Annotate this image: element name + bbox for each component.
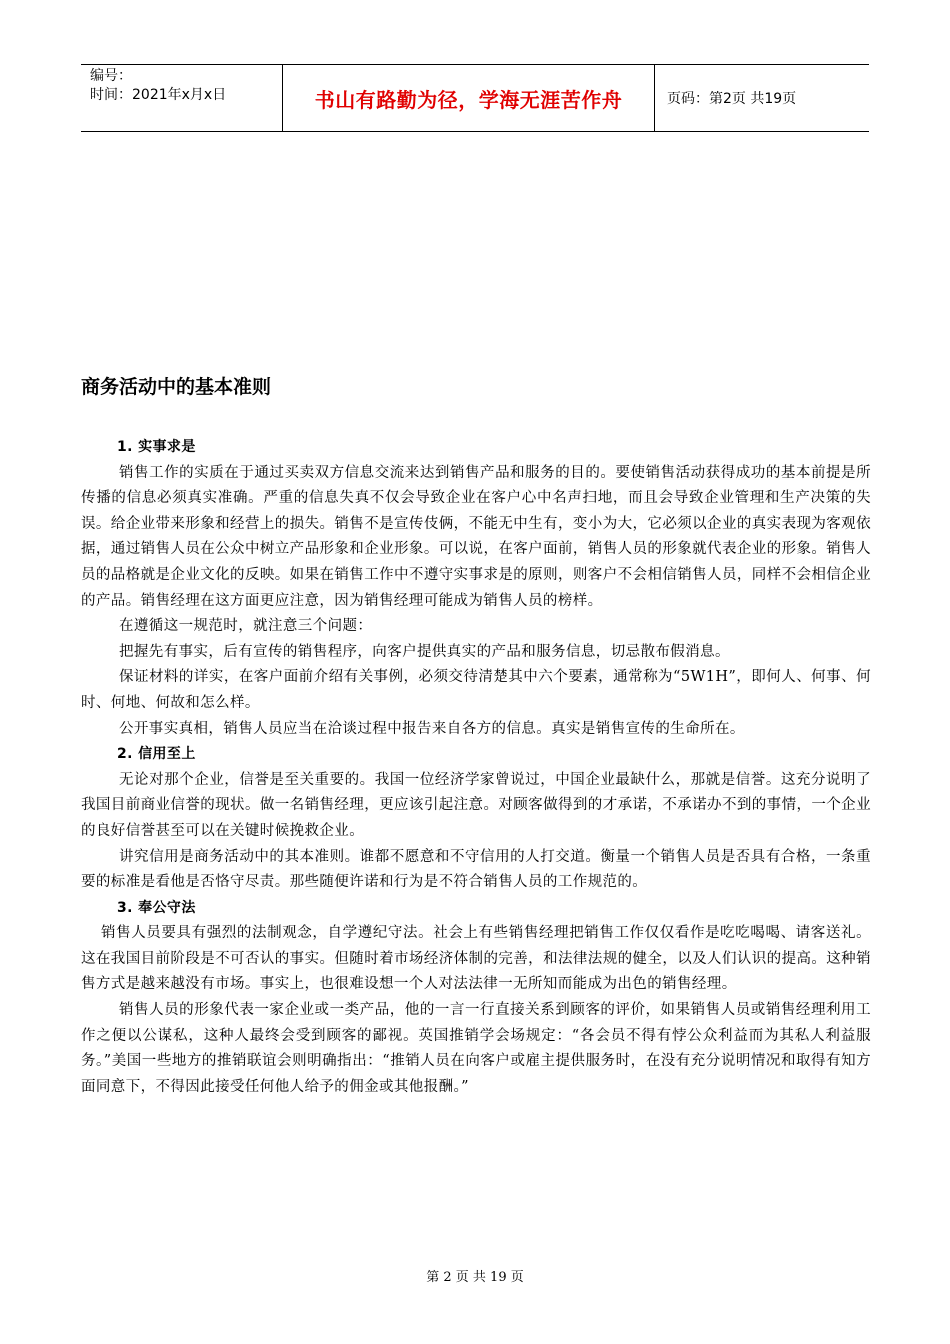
section-3-paragraph-1: 销售人员要具有强烈的法制观念，自学遵纪守法。社会上有些销售经理把销售工作仅仅看作是吃吃喝喝、请客送礼。这在我国目前阶段是不可否认的事实。但随时着市场经济体制的完善，和法律法规的健全，以及人们认识的提高。这种销售方式是越来越没有市场。事实上，也很难设想一个人对法法律一无所知而能成为出色的销售经理。 [81,925,871,993]
section-2-heading: 2. 信用至上 [117,746,196,763]
section-1-heading: 1. 实事求是 [117,439,196,455]
number-label: 编号： [90,68,132,84]
section-3-heading: 3. 奉公守法 [117,899,196,916]
section-1-paragraph-5: 公开事实真相，销售人员应当在洽谈过程中报告来自各方的信息。真实是销售宣传的生命所在。 [119,720,745,737]
header-meta [81,65,282,131]
header-motto-cell [282,65,655,131]
section-1-paragraph-3: 把握先有事实，后有宣传的销售程序，向客户提供真实的产品和服务信息，切忌散布假消息。 [119,643,730,660]
header-page-info: 页码：第2页 共19页 [667,91,797,107]
section-1-paragraph-4: 保证材料的详实，在客户面前介绍有关事例，必须交待清楚其中六个要素，通常称为“5W1H”，即何人、何事、何时、何地、何故和怎么样。 [81,669,871,711]
page-header [81,64,869,132]
time-label: 时间：2021年x月x日 [90,87,227,103]
section-2-paragraph-2: 讲究信用是商务活动中的其本准则。谁都不愿意和不守信用的人打交道。衡量一个销售人员是否具有合格，一条重要的标准是看他是否恪守尽责。那些随便许诺和行为是不符合销售人员的工作规范的。 [81,848,871,891]
section-2-paragraph-1: 无论对那个企业，信誉是至关重要的。我国一位经济学家曾说过，中国企业最缺什么，那就是信誉。这充分说明了我国目前商业信誉的现状。做一名销售经理，更应该引起注意。对顾客做得到的才承诺，不承诺办不到的事情，一个企业的良好信誉甚至可以在关键时候挽救企业。 [81,771,871,839]
page-footer: 第 2 页 共 19 页 [426,1270,524,1285]
section-1-paragraph-2: 在遵循这一规范时，就注意三个问题： [119,618,373,635]
section-3-paragraph-2: 销售人员的形象代表一家企业或一类产品，他的一言一行直接关系到顾客的评价，如果销售人员或销售经理利用工作之便以公谋私，这种人最终会受到顾客的鄙视。英国推销学会场规定：“各会员不得有悖公众利益而为其私人利益服务。”美国一些地方的推销联谊会则明确指出：“推销人员在向客户或雇主提供服务时，在没有充分说明情况和取得有知方面同意下，不得因此接受任何他人给予的佣金或其他报酬。” [81,1002,871,1095]
document-body [81,435,871,1100]
header-motto: 书山有路勤为径，学海无涯苦作舟 [314,87,623,112]
section-1-paragraph-1: 销售工作的实质在于通过买卖双方信息交流来达到销售产品和服务的目的。要使销售活动获得成功的基本前提是所传播的信息必须真实准确。严重的信息失真不仅会导致企业在客户心中名声扫地，而且会导致企业管理和生产决策的失误。给企业带来形象和经营上的损失。销售不是宣传伎俩，不能无中生有，变小为大，它必须以企业的真实表现为客观依据，通过销售人员在公众中树立产品形象和企业形象。可以说，在客户面前，销售人员的形象就代表企业的形象。销售人员的品格就是企业文化的反映。如果在销售工作中不遵守实事求是的原则，则客户不会相信销售人员，同样不会相信企业的产品。销售经理在这方面更应注意，因为销售经理可能成为销售人员的榜样。 [81,464,871,609]
document-title: 商务活动中的基本准则 [81,376,272,398]
